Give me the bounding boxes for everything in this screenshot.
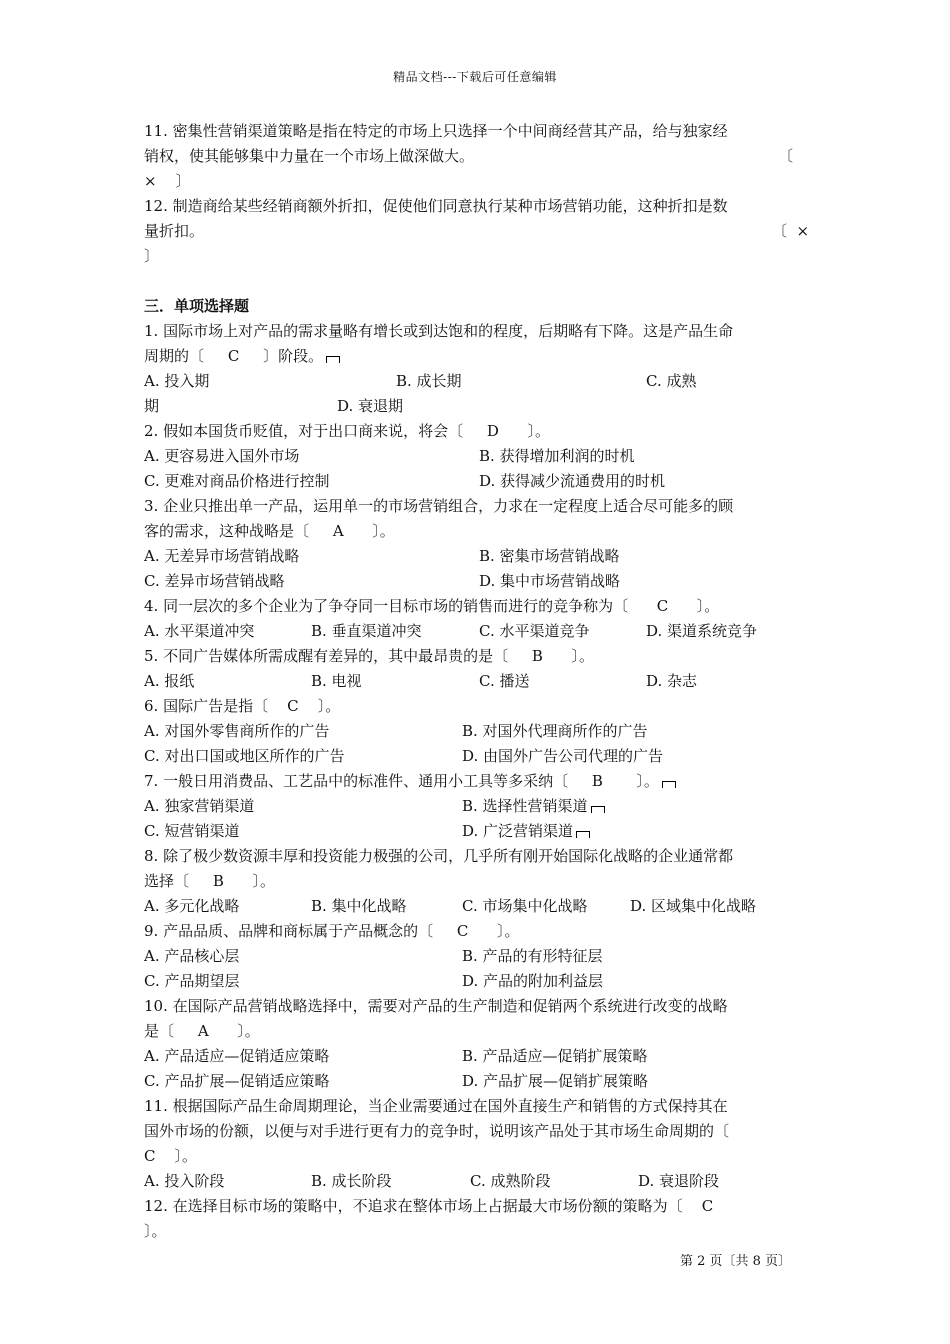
q7-option-a: A. 独家营销渠道 (144, 797, 255, 815)
q4-line1: 4. 同一层次的多个企业为了争夺同一目标市场的销售而进行的竞争称为〔 C 〕。 (144, 597, 720, 615)
q12-line2: 〕。 (144, 1222, 167, 1240)
q1-line2 (144, 346, 340, 366)
edit-mark-icon (326, 356, 340, 363)
q8-option-b: B. 集中化战略 (311, 897, 407, 915)
q9-option-d: D. 产品的附加利益层 (462, 972, 604, 990)
section-title: 三．单项选择题 (144, 297, 250, 315)
q11-option-a: A. 投入阶段 (144, 1172, 225, 1190)
q6-option-b: B. 对国外代理商所作的广告 (462, 722, 648, 740)
q11-option-d: D. 衰退阶段 (638, 1172, 720, 1190)
q7-line1-text: 7. 一般日用消费品、工艺品中的标准件、通用小工具等多采纳〔 B 〕。 (144, 772, 659, 790)
q7-option-c: C. 短营销渠道 (144, 822, 240, 840)
q1-option-d: D. 衰退期 (337, 397, 404, 415)
q1-line1: 1. 国际市场上对产品的需求量略有增长或到达饱和的程度，后期略有下降。这是产品生命 (144, 322, 734, 340)
q10-line1: 10. 在国际产品营销战略选择中，需要对产品的生产制造和促销两个系统进行改变的战略 (144, 997, 728, 1015)
q7-option-b-text: B. 选择性营销渠道 (462, 797, 588, 815)
q2-option-a: A. 更容易进入国外市场 (144, 447, 300, 465)
j11-line2: 销权，使其能够集中力量在一个市场上做深做大。 (144, 147, 475, 165)
page-number: 第 2 页〔共 8 页〕 (680, 1254, 792, 1269)
q10-option-b: B. 产品适应—促销扩展策略 (462, 1047, 648, 1065)
q9-option-a: A. 产品核心层 (144, 947, 240, 965)
edit-mark-icon (576, 831, 590, 838)
q1-line2-text: 周期的〔 C 〕阶段。 (144, 347, 324, 365)
q11-line2: 国外市场的份额，以便与对手进行更有力的竞争时，说明该产品处于其市场生命周期的〔 (144, 1122, 730, 1140)
q6-option-a: A. 对国外零售商所作的广告 (144, 722, 330, 740)
q8-option-d: D. 区域集中化战略 (630, 897, 757, 915)
q12-line1: 12. 在选择目标市场的策略中，不追求在整体市场上占据最大市场份额的策略为〔 C (144, 1197, 714, 1215)
q8-option-a: A. 多元化战略 (144, 897, 240, 915)
q8-option-c: C. 市场集中化战略 (462, 897, 588, 915)
j12-line2: 量折扣。 (144, 222, 205, 240)
page-header: 精品文档---下载后可任意编辑 (393, 70, 557, 84)
edit-mark-icon (591, 806, 605, 813)
q1-option-a: A. 投入期 (144, 372, 210, 390)
j12-answer-close: 〕 (144, 247, 160, 265)
q5-line1: 5. 不同广告媒体所需成醒有差异的，其中最昂贵的是〔 B 〕。 (144, 647, 595, 665)
q1-option-c-cont: 期 (144, 397, 160, 415)
q3-option-d: D. 集中市场营销战略 (479, 572, 621, 590)
q7-line1 (144, 771, 676, 791)
j12-answer-open: 〔 × (772, 222, 810, 240)
q9-option-c: C. 产品期望层 (144, 972, 240, 990)
q3-line2: 客的需求，这种战略是〔 A 〕。 (144, 522, 395, 540)
q7-option-b (462, 796, 605, 816)
q7-option-d-text: D. 广泛营销渠道 (462, 822, 574, 840)
q3-option-b: B. 密集市场营销战略 (479, 547, 620, 565)
q4-option-d: D. 渠道系统竞争 (646, 622, 758, 640)
q3-option-c: C. 差异市场营销战略 (144, 572, 285, 590)
q8-line1: 8. 除了极少数资源丰厚和投资能力极强的公司，几乎所有刚开始国际化战略的企业通常都 (144, 847, 734, 865)
q1-option-c: C. 成熟 (646, 372, 697, 390)
q11-option-b: B. 成长阶段 (311, 1172, 392, 1190)
q2-option-b: B. 获得增加利润的时机 (479, 447, 635, 465)
q4-option-c: C. 水平渠道竞争 (479, 622, 590, 640)
q10-option-d: D. 产品扩展—促销扩展策略 (462, 1072, 649, 1090)
q9-option-b: B. 产品的有形特征层 (462, 947, 603, 965)
q11-line1: 11. 根据国际产品生命周期理论，当企业需要通过在国外直接生产和销售的方式保持其在 (144, 1097, 728, 1115)
q5-option-a: A. 报纸 (144, 672, 195, 690)
j11-answer: × 〕 (144, 172, 191, 190)
q9-line1: 9. 产品品质、品牌和商标属于产品概念的〔 C 〕。 (144, 922, 520, 940)
q10-option-c: C. 产品扩展—促销适应策略 (144, 1072, 330, 1090)
q3-line1: 3. 企业只推出单一产品，运用单一的市场营销组合，力求在一定程度上适合尽可能多的顾 (144, 497, 734, 515)
q11-option-c: C. 成熟阶段 (470, 1172, 551, 1190)
q11-line3: C 〕。 (144, 1147, 198, 1165)
q1-option-b: B. 成长期 (396, 372, 462, 390)
q10-line2: 是〔 A 〕。 (144, 1022, 260, 1040)
q2-option-c: C. 更难对商品价格进行控制 (144, 472, 330, 490)
q5-option-d: D. 杂志 (646, 672, 698, 690)
j11-line1: 11. 密集性营销渠道策略是指在特定的市场上只选择一个中间商经营其产品，给与独家经 (144, 122, 728, 140)
q7-option-d (462, 821, 590, 841)
q4-option-a: A. 水平渠道冲突 (144, 622, 255, 640)
q8-line2: 选择〔 B 〕。 (144, 872, 275, 890)
j12-line1: 12. 制造商给某些经销商额外折扣，促使他们同意执行某种市场营销功能，这种折扣是数 (144, 197, 728, 215)
q10-option-a: A. 产品适应—促销适应策略 (144, 1047, 330, 1065)
q6-option-d: D. 由国外广告公司代理的广告 (462, 747, 664, 765)
q5-option-c: C. 播送 (479, 672, 530, 690)
q3-option-a: A. 无差异市场营销战略 (144, 547, 300, 565)
q5-option-b: B. 电视 (311, 672, 362, 690)
q6-line1: 6. 国际广告是指〔 C 〕。 (144, 697, 341, 715)
q2-option-d: D. 获得减少流通费用的时机 (479, 472, 666, 490)
q6-option-c: C. 对出口国或地区所作的广告 (144, 747, 345, 765)
q4-option-b: B. 垂直渠道冲突 (311, 622, 422, 640)
j11-answer-open: 〔 (778, 147, 794, 165)
edit-mark-icon (662, 781, 676, 788)
q2-line1: 2. 假如本国货币贬值，对于出口商来说，将会〔 D 〕。 (144, 422, 551, 440)
